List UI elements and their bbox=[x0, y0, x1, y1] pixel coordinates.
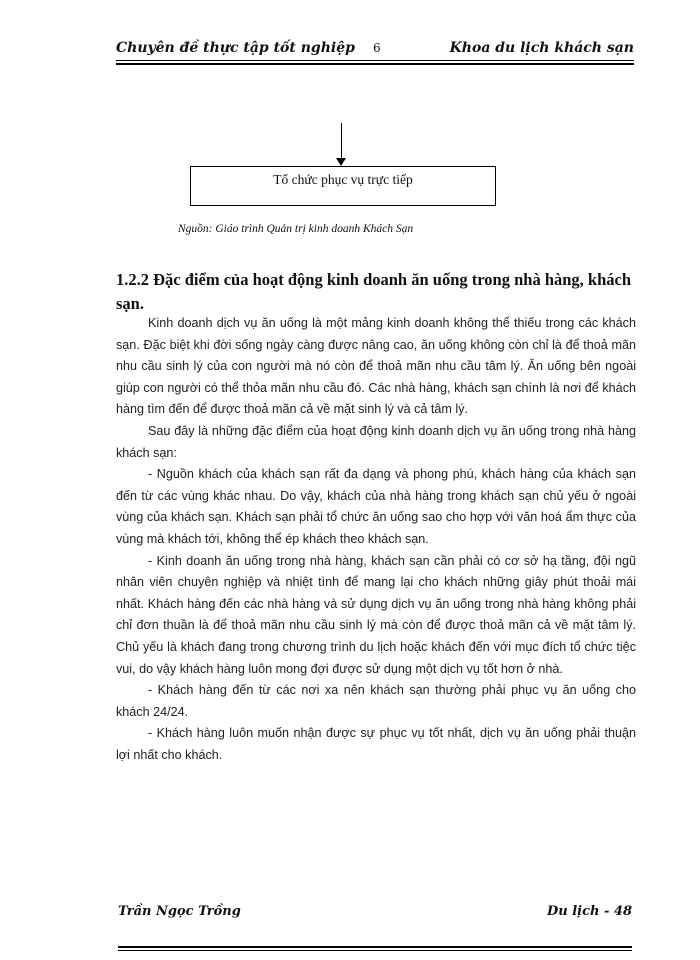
diagram-arrow-line bbox=[341, 123, 342, 161]
paragraph: - Khách hàng đến từ các nơi xa nên khách sạn thường phải phục vụ ăn uống cho khách 24/24. bbox=[116, 683, 636, 719]
paragraph: Kinh doanh dịch vụ ăn uống là một mảng kinh doanh không thể thiếu trong các khách sạn. Đặc biệt khi đời sống ngày càng được nâng cao, ăn uống không còn chỉ là để thoả mãn nhu cầu sinh lý của con người mà nó còn để thoả mãn nhu cầu tâm lý. Ăn uống bên ngoài giúp con người có thể thỏa mãn nhu cầu đó. Các nhà hàng, khách sạn chính là nơi để khách hàng tìm đến để được thoả mãn cả về mặt sinh lý và cả tâm lý. bbox=[116, 316, 636, 417]
diagram-box: Tổ chức phục vụ trực tiếp bbox=[190, 166, 496, 206]
section-heading: 1.2.2 Đặc điểm của hoạt động kinh doanh ăn uống trong nhà hàng, khách sạn. bbox=[116, 270, 632, 313]
footer-class: Du lịch - 48 bbox=[546, 904, 632, 919]
header-department: Khoa du lịch khách sạn bbox=[449, 40, 634, 56]
footer-rule bbox=[118, 950, 632, 951]
page-number: 6 bbox=[373, 41, 381, 55]
diagram-source: Nguồn: Giáo trình Quản trị kinh doanh Khách Sạn bbox=[178, 223, 414, 235]
arrow-down-icon bbox=[336, 158, 346, 166]
footer-rule-thick bbox=[118, 946, 632, 948]
header-rule bbox=[116, 60, 634, 61]
paragraph: - Nguồn khách của khách sạn rất đa dạng và phong phú, khách hàng của khách sạn đến từ các vùng khác nhau. Do vậy, khách của nhà hàng trong khách sạn chủ yếu ở ngoài vùng của khách sạn. Khách sạn phải tổ chức ăn uống sao cho hợp với văn hoá ẩm thực của vùng mà khách tới, không thể ép khách theo khách sạn. bbox=[116, 467, 636, 546]
page-footer bbox=[118, 904, 632, 924]
header-title: Chuyên đề thực tập tốt nghiệp bbox=[116, 40, 355, 56]
header-rule-thick bbox=[116, 63, 634, 65]
paragraph: - Kinh doanh ăn uống trong nhà hàng, khách sạn cần phải có cơ sở hạ tầng, đội ngũ nhân viên chuyên nghiệp và nhiệt tình để mang lại cho khách những giây phút thoải mái nhất. Khách hàng đến các nhà hàng và sử dụng dịch vụ ăn uống trong nhà hàng không phải chỉ đơn thuần là để thoả mãn nhu cầu sinh lý mà còn để được thoả mãn cả về mặt tâm lý. Chủ yếu là khách đang trong chương trình du lịch hoặc khách đến với mục đích tổ chức tiệc vui, do vậy khách hàng luôn mong đợi được sử dụng một dịch vụ tốt hơn ở nhà. bbox=[116, 553, 636, 676]
body-text bbox=[116, 313, 636, 766]
page-header bbox=[116, 40, 634, 62]
paragraph: - Khách hàng luôn muốn nhận được sự phục vụ tốt nhất, dịch vụ ăn uống phải thuận lợi nhất cho khách. bbox=[116, 726, 636, 762]
paragraph: Sau đây là những đặc điểm của hoạt động kinh doanh dịch vụ ăn uống trong nhà hàng khách sạn: bbox=[116, 423, 636, 460]
footer-author: Trần Ngọc Trồng bbox=[118, 904, 241, 919]
